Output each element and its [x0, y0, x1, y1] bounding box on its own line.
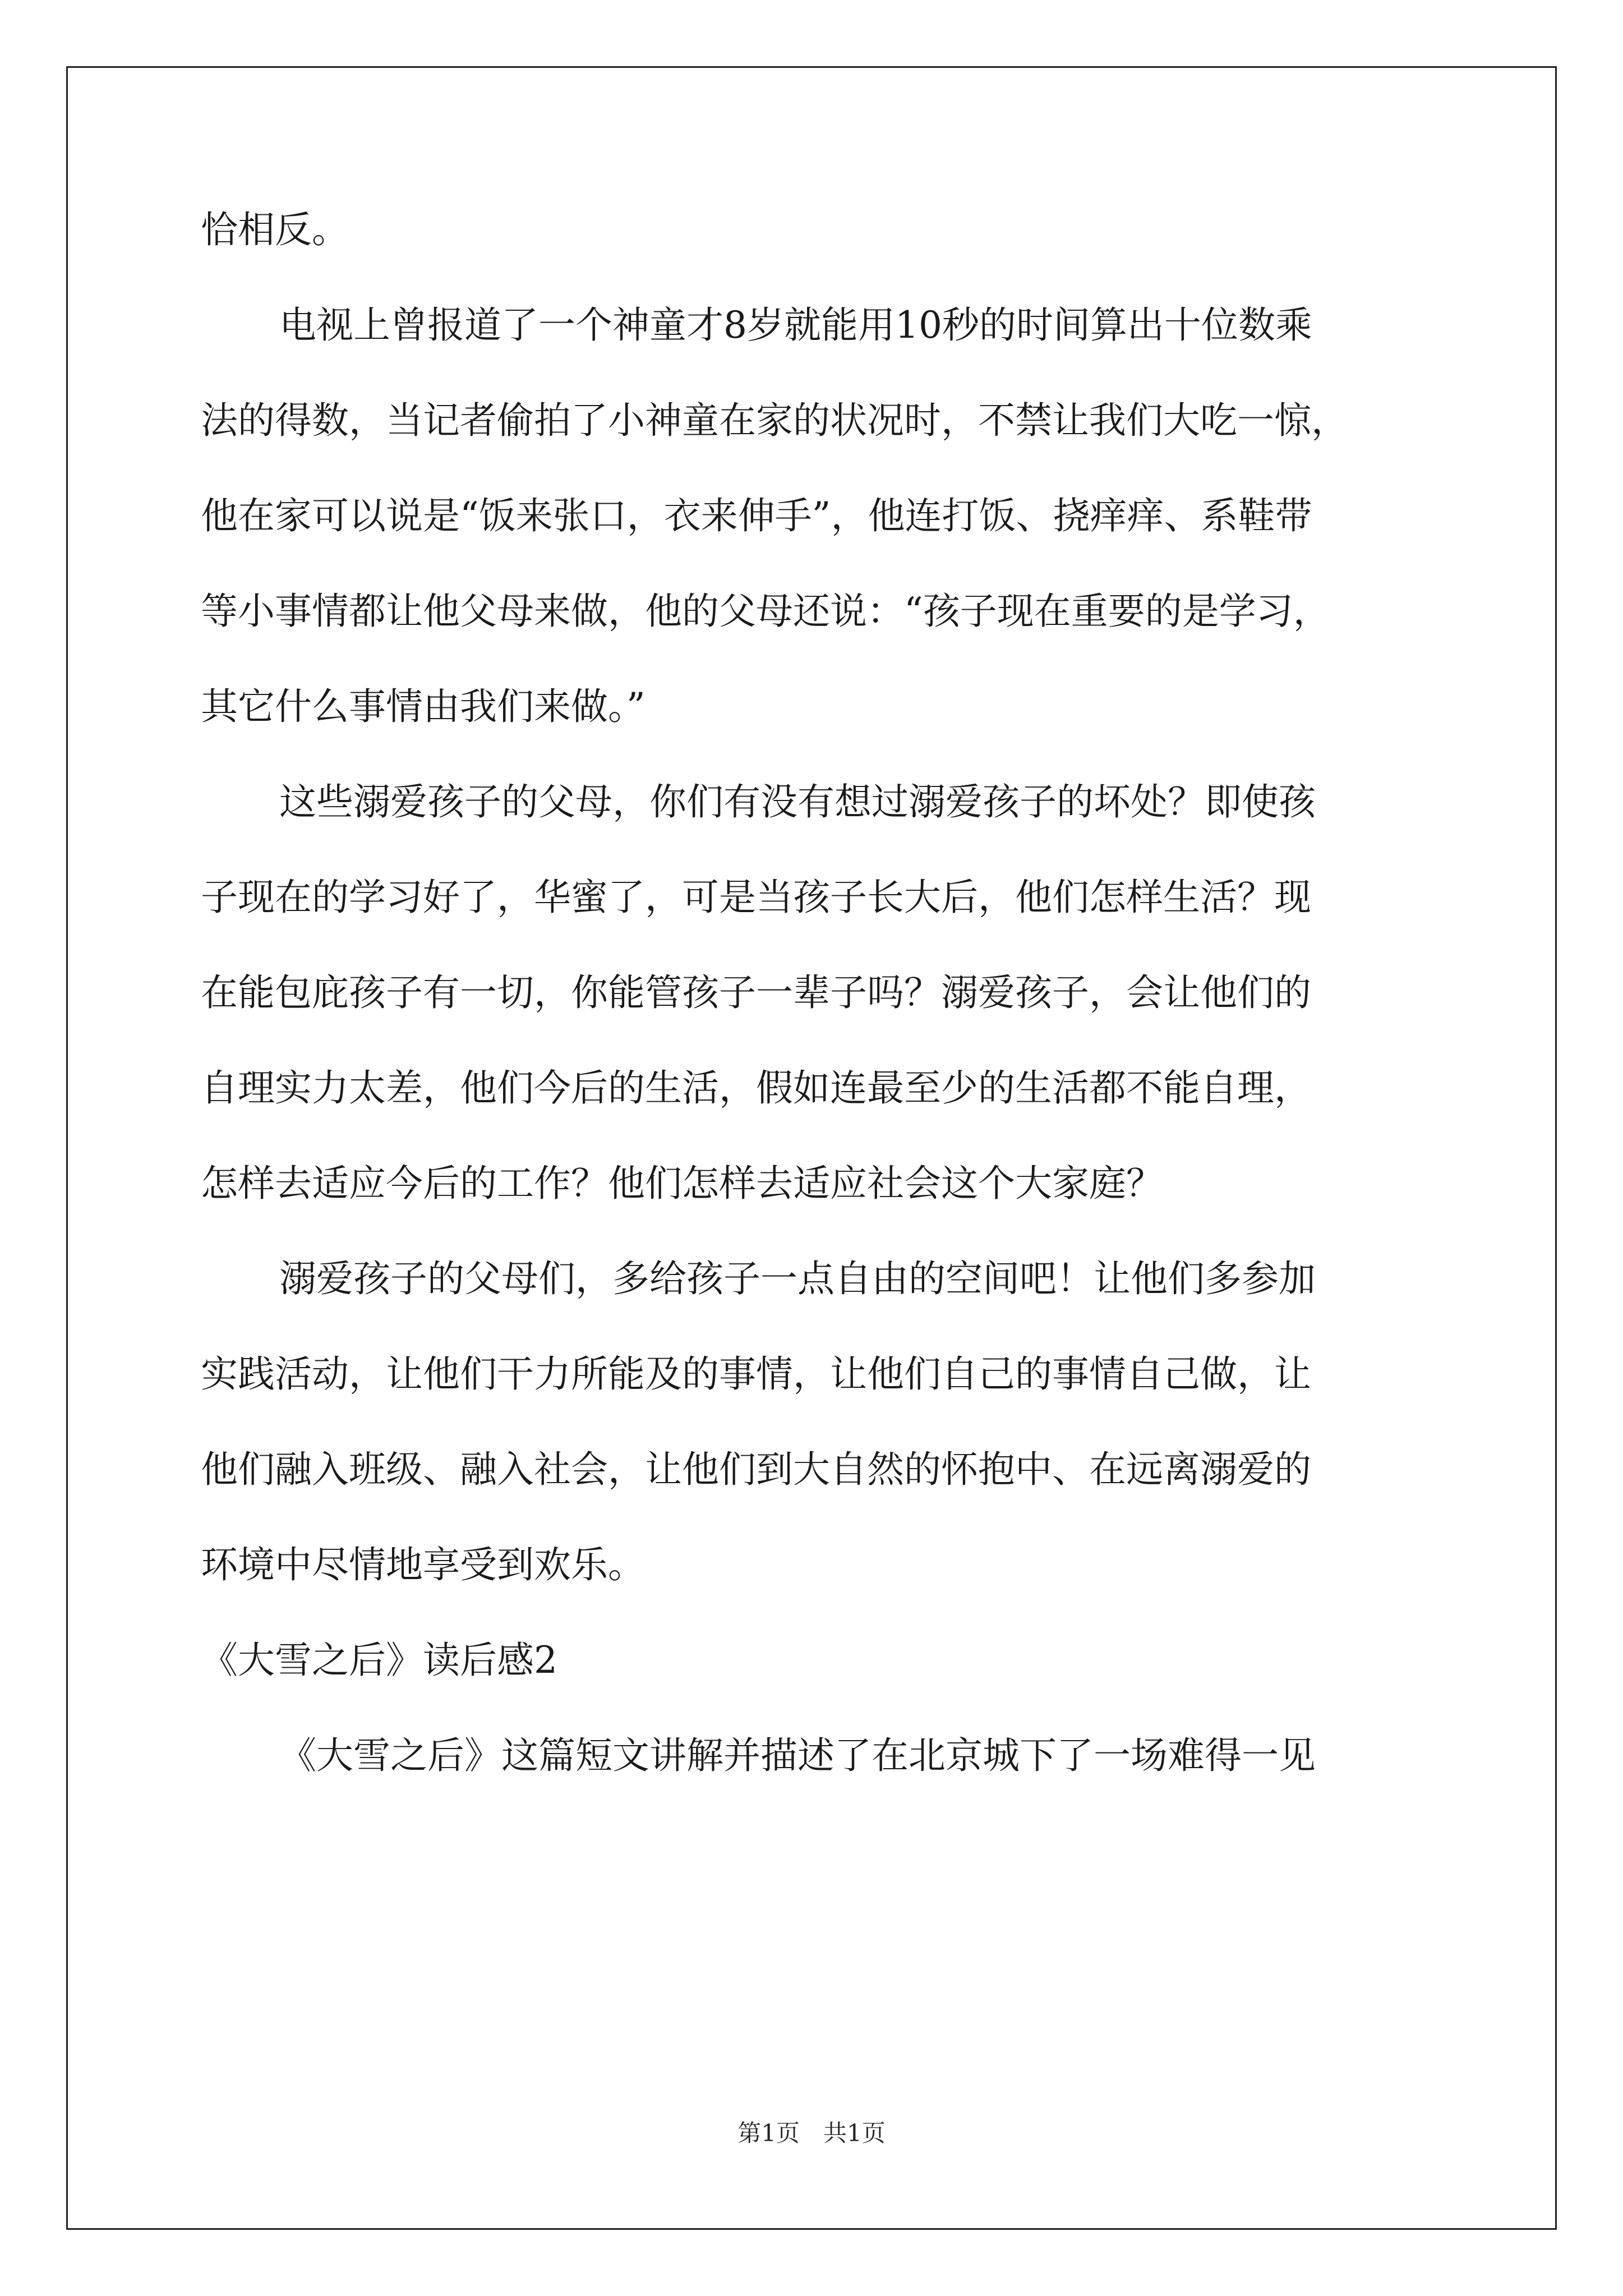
paragraph-line: 子现在的学习好了，华蜜了，可是当孩子长大后，他们怎样生活？现	[201, 876, 1311, 919]
paragraph-line: 电视上曾报道了一个神童才8岁就能用10秒的时间算出十位数乘	[279, 303, 1312, 347]
paragraph-line: 自理实力太差，他们今后的生活，假如连最至少的生活都不能自理，	[201, 1066, 1311, 1110]
page-border	[66, 66, 1557, 2230]
paragraph-line: 在能包庇孩子有一切，你能管孩子一辈子吗？溺爱孩子，会让他们的	[201, 971, 1311, 1014]
paragraph-line: 这些溺爱孩子的父母，你们有没有想过溺爱孩子的坏处？即使孩	[279, 780, 1316, 823]
paragraph-line: 其它什么事情由我们来做。”	[201, 685, 645, 728]
paragraph-line: 《大雪之后》这篇短文讲解并描述了在北京城下了一场难得一见	[279, 1734, 1316, 1777]
paragraph-line: 等小事情都让他父母来做，他的父母还说：“孩子现在重要的是学习，	[201, 590, 1330, 633]
page-footer: 第1页 共1页	[737, 2119, 886, 2147]
paragraph-line: 他在家可以说是“饭来张口，衣来伸手”，他连打饭、挠痒痒、系鞋带	[201, 494, 1312, 537]
paragraph-line: 实践活动，让他们干力所能及的事情，让他们自己的事情自己做，让	[201, 1352, 1311, 1396]
paragraph-line: 怎样去适应今后的工作？他们怎样去适应社会这个大家庭？	[201, 1162, 1163, 1205]
paragraph-line: 恰相反。	[201, 208, 349, 251]
paragraph-line: 环境中尽情地享受到欢乐。	[201, 1543, 645, 1586]
paragraph-line: 他们融入班级、融入社会，让他们到大自然的怀抱中、在远离溺爱的	[201, 1448, 1311, 1491]
paragraph-line: 法的得数，当记者偷拍了小神童在家的状况时，不禁让我们大吃一惊，	[201, 399, 1348, 442]
section-title: 《大雪之后》读后感2	[201, 1639, 557, 1682]
paragraph-line: 溺爱孩子的父母们，多给孩子一点自由的空间吧！让他们多参加	[279, 1257, 1316, 1300]
